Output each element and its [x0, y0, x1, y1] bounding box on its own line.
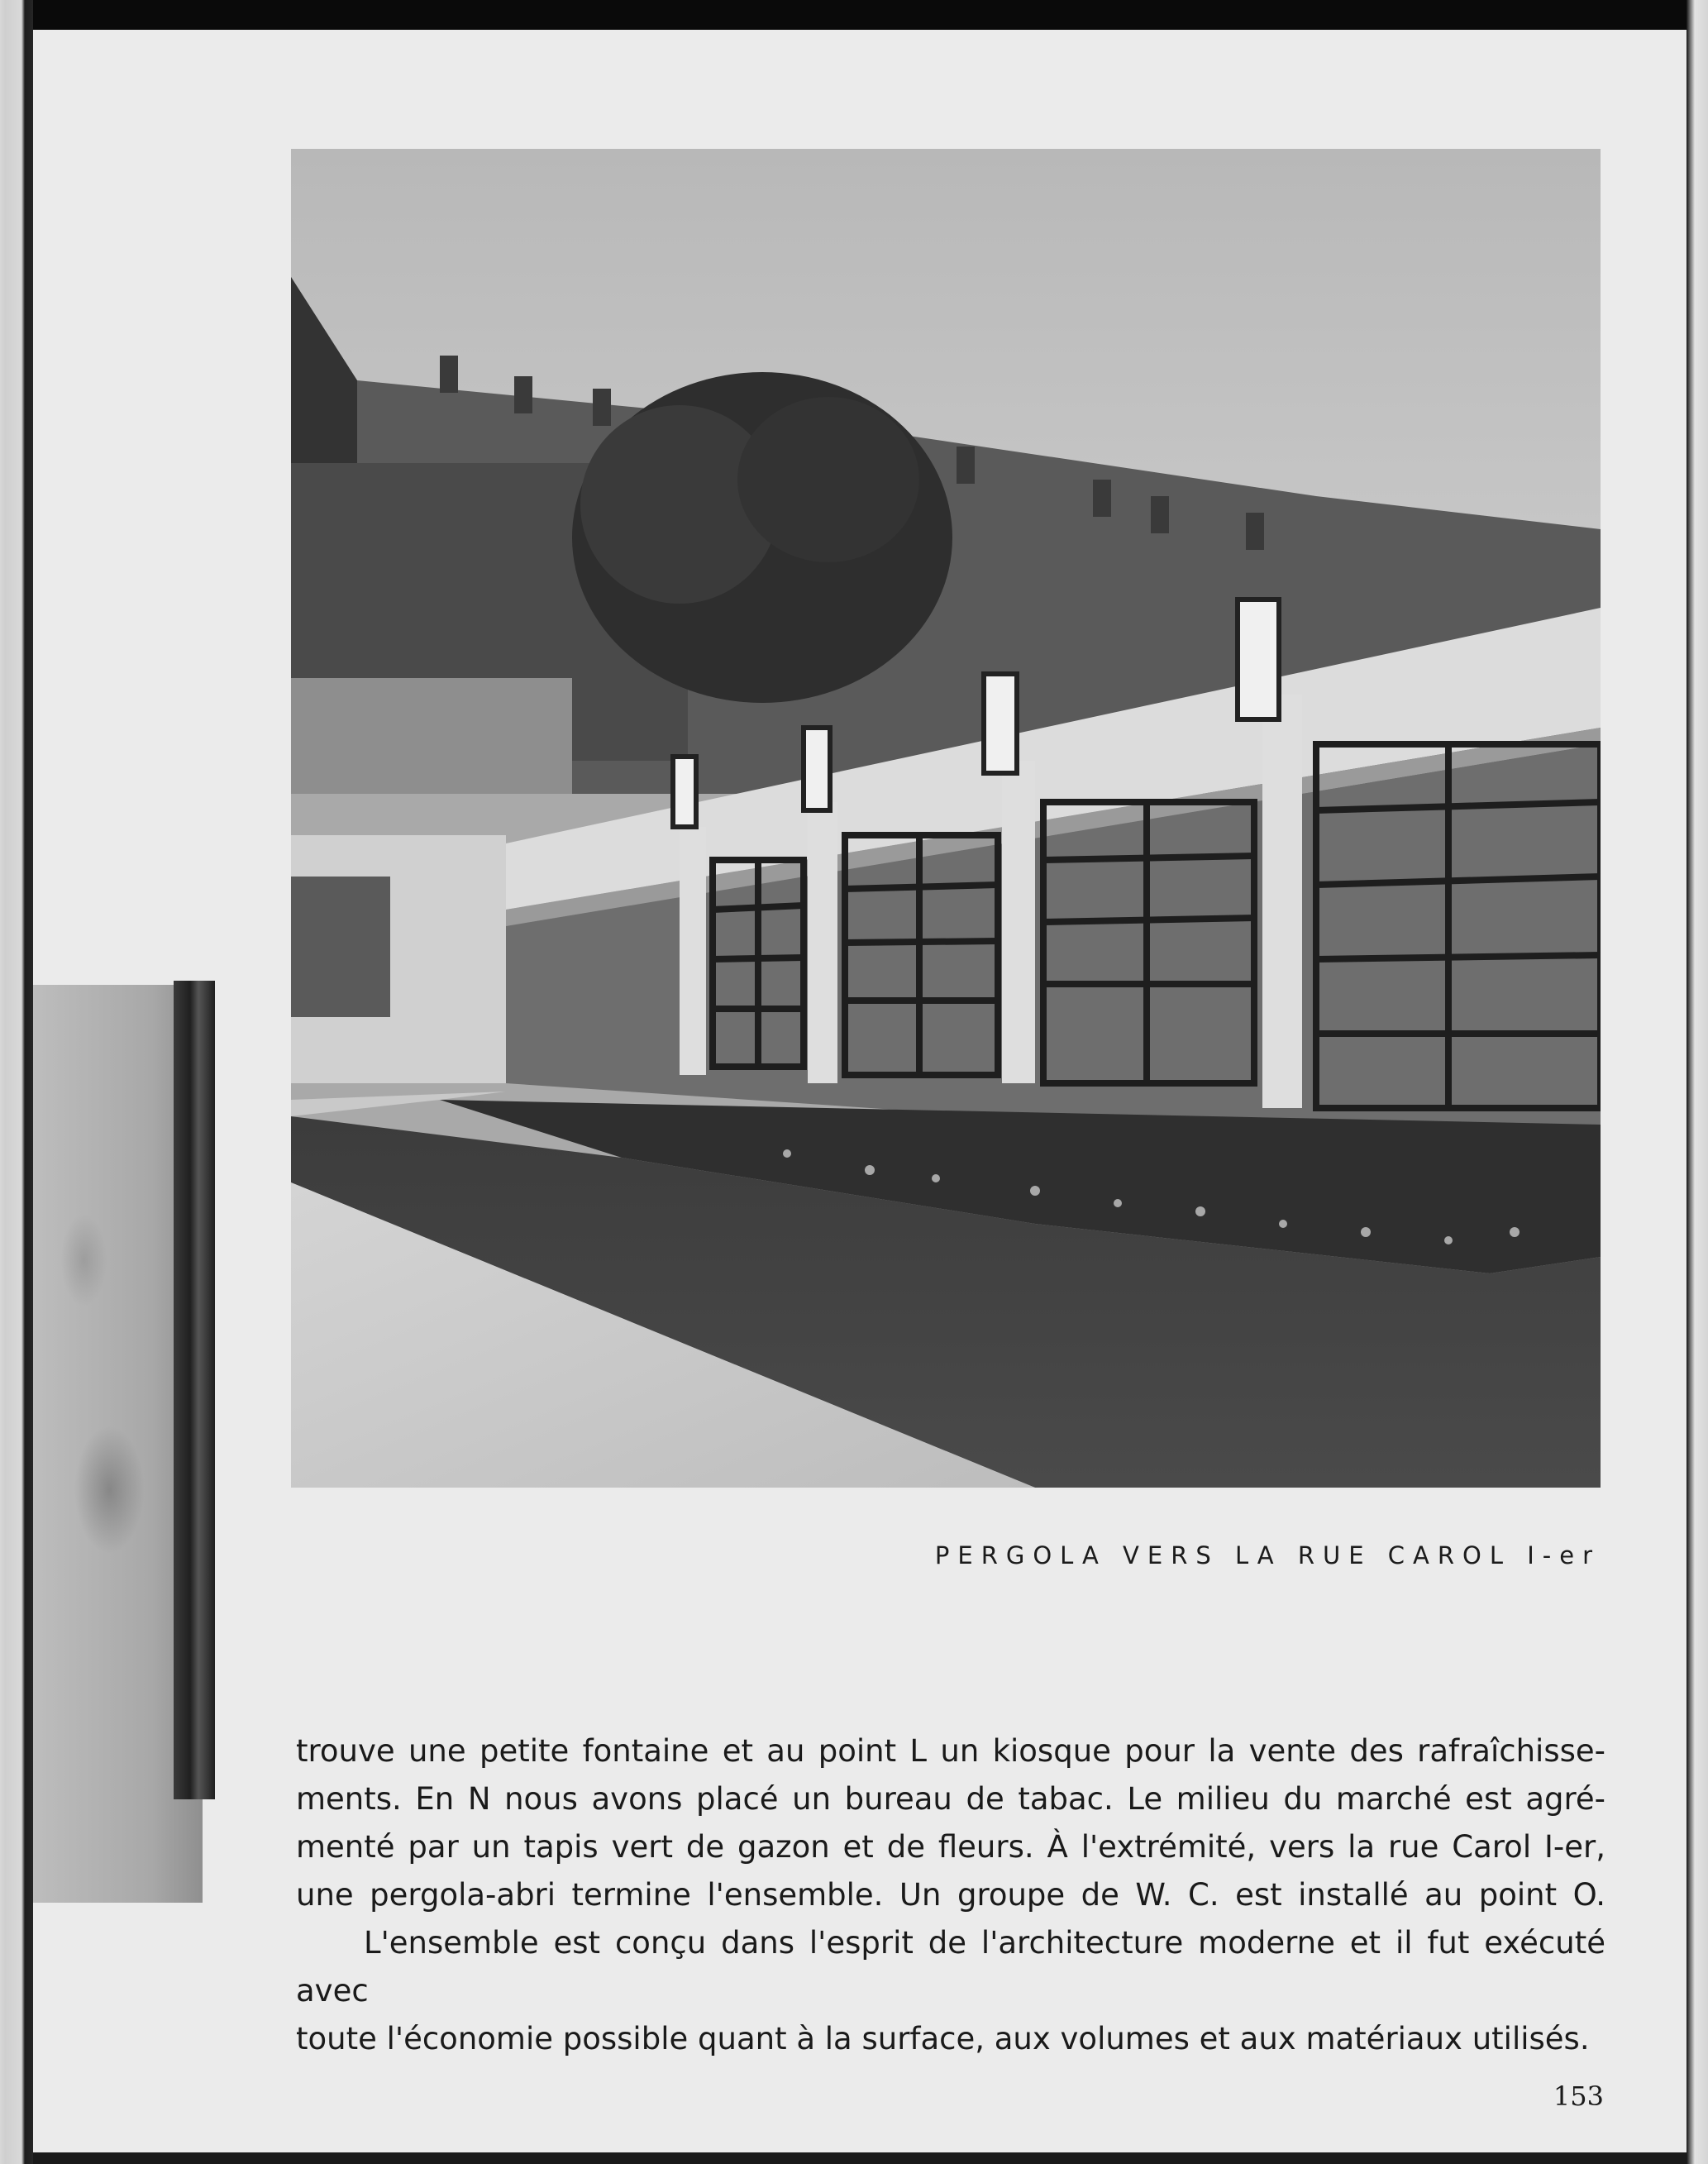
film-border-bottom [33, 2152, 1687, 2164]
photograph-illustration [291, 149, 1601, 1488]
body-line: une pergola-abri termine l'ensemble. Un groupe de W. C. est installé au point O. [296, 1877, 1605, 1913]
body-line: toute l'économie possible quant à la surface, aux volumes et aux matériaux utilisés. [296, 2021, 1590, 2057]
body-line: menté par un tapis vert de gazon et de fleurs. À l'extrémité, vers la rue Carol I-er, [296, 1829, 1605, 1865]
body-line: trouve une petite fontaine et au point L un kiosque pour la vente des rafraîchisse- [296, 1733, 1605, 1769]
book-page [33, 30, 1687, 2152]
pergola-photograph [291, 149, 1601, 1488]
film-border-top [0, 0, 1708, 30]
body-line: L'ensemble est conçu dans l'esprit de l'architecture moderne et il fut exécuté avec [296, 1925, 1605, 2009]
film-border-left [0, 0, 33, 2164]
adjacent-page-spine [174, 981, 215, 1799]
page-number: 153 [1553, 2080, 1604, 2112]
film-border-right [1687, 0, 1708, 2164]
body-text [296, 1727, 1605, 2063]
body-line: ments. En N nous avons placé un bureau de tabac. Le milieu du marché est agré- [296, 1781, 1605, 1817]
photo-caption: PERGOLA VERS LA RUE CAROL I-er [934, 1541, 1601, 1569]
